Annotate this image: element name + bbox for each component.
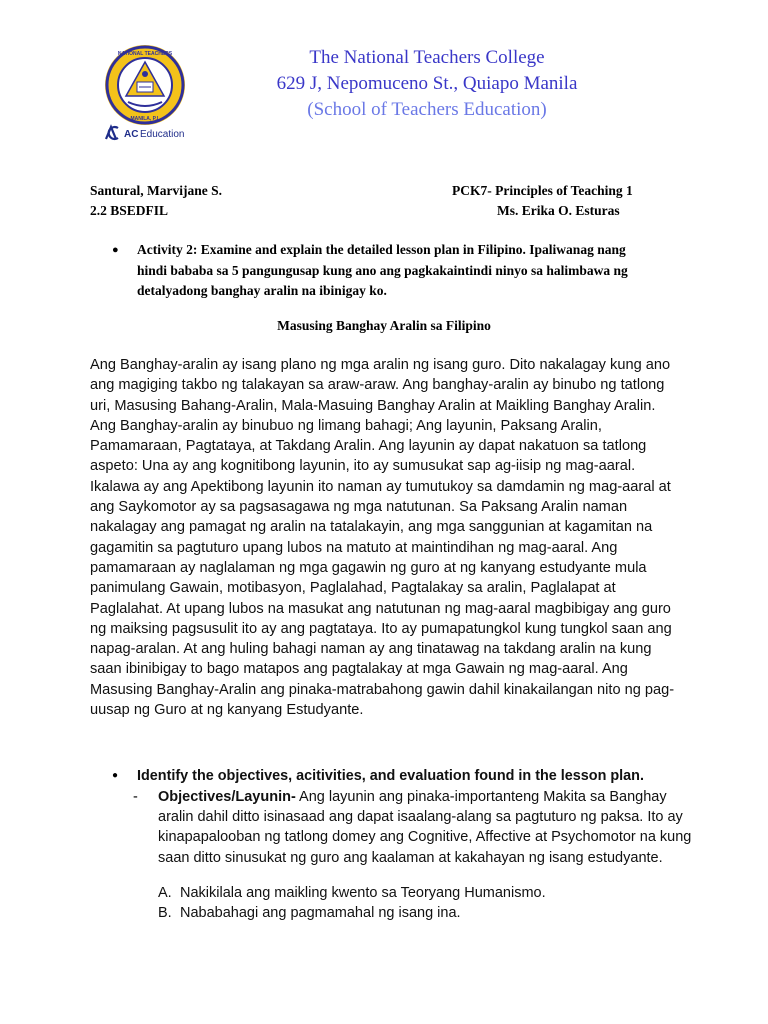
essay-title: Masusing Banghay Aralin sa Filipino <box>277 318 491 333</box>
list-letter: A. <box>158 885 172 901</box>
college-name: The National Teachers College <box>309 47 545 68</box>
objectives-item <box>133 787 693 868</box>
instructor-name: Ms. Erika O. Esturas <box>497 203 620 218</box>
essay-body <box>90 355 680 720</box>
list-item <box>158 903 678 923</box>
college-seal-icon <box>104 44 186 126</box>
objectives-label: Objectives/Layunin- <box>158 789 296 805</box>
svg-text:AC: AC <box>124 129 139 140</box>
list-item <box>158 883 678 903</box>
bullet-icon: ● <box>112 770 119 781</box>
list-text: Nababahagi ang pagmamahal ng isang ina. <box>180 905 461 921</box>
list-text: Nakikilala ang maikling kwento sa Teoryang Humanismo. <box>180 885 546 901</box>
svg-text:MANILA, P.I.: MANILA, P.I. <box>130 116 160 122</box>
course-title: PCK7- Principles of Teaching 1 <box>452 183 633 198</box>
activity-instruction <box>112 240 652 302</box>
essay-paragraph: Ang Banghay-aralin ay isang plano ng mga aralin ng isang guro. Dito nakalagay kung ano ang magiging takbo ng talakayan sa araw-araw. Ang banghay-aralin ay binubo ng tatlong uri, Masusing Bahang-Aralin, Mala-Masuing Banghay Aralin at Maikling Banghay Aralin. Ang Banghay-aralin ay binubuo ng limang bahagi; Ang layunin, Paksang Aralin, Pamamaraan, Pagtataya, at Takdang Aralin. Ang layunin ay dapat nakatuon sa tatlong aspeto: Una ay ang kognitibong layunin, ito ay sumusukat sap ag-iisip ng mag-aaral. Ikalawa ay ang Apektibong layunin ito naman ay tumutukoy sa damdamin ng mag-aaral at ang Saykomotor ay sa pagsasagawa ng mga natutunan. Sa Paksang Aralin naman nakalagay ang pamagat ng aralin na tatalakayin, ang mga sanggunian at kagamitan na gagamitin sa pagtuturo upang lubos na matuto at maintindihan ng mag-aaral. Ang pamamaraan ay naglalaman ng mga gagawin ng guro at ng kanyang estudyante mula panimulang Gawain, motibasyon, Paglalahad, Pagtalakay sa aralin, Paglalapat at Paglalahat. At upang lubos na masukat ang natutunan ng mag-aaral magbibigay ang guro ng maiksing pagsusulit ito ay ang pagtataya. Ito ay pumapatungkol kung tungkol saan ang napag-aralan. At ang huling bahagi naman ay ang tinatawag na takdang aralin na kung saan ibinibigay to bago matapos ang pagtalakay at mga Gawain ng mag-aaral. Ang Masusing Banghay-Aralin ang pinaka-matrabahong gawin dahil kinakailangan nito ng pag-uusap ng Guro at ng kanyang Estudyante. <box>90 357 675 719</box>
student-section: 2.2 BSEDFIL <box>90 203 169 218</box>
svg-text:Education: Education <box>140 129 185 140</box>
activity-text: Activity 2: Examine and explain the detailed lesson plan in Filipino. Ipaliwanag nang hindi bababa sa 5 pangungusap kung ano ang pagkakaintindi ninyo sa halimbawa ng detalyadong banghay aralin na ibinigay ko. <box>137 242 628 298</box>
objectives-section <box>112 766 692 786</box>
objectives-text: Ang layunin ang pinaka-importanteng Makita sa Banghay aralin dahil ditto isinasaad ang dapat isaalang-alang sa pagtuturo ng paksa. Ito ay kinapapalooban ng tatlong domey ang Cognitive, Affective at Psychomotor na kung saan ditto sinusukat ng guro ang kaalaman at kakahayan ng isang estudyante. <box>158 789 692 866</box>
bullet-icon: ● <box>112 244 119 256</box>
student-name: Santural, Marvijane S. <box>90 183 223 198</box>
college-logo <box>100 42 190 142</box>
ac-education-logo-icon <box>104 124 194 142</box>
dash-marker: - <box>133 789 138 805</box>
college-address: 629 J, Nepomuceno St., Quiapo Manila <box>276 73 578 94</box>
svg-text:NATIONAL TEACHERS: NATIONAL TEACHERS <box>117 51 173 57</box>
list-letter: B. <box>158 905 172 921</box>
section-heading: Identify the objectives, acitivities, and evaluation found in the lesson plan. <box>137 768 644 784</box>
school-name: (School of Teachers Education) <box>307 99 547 120</box>
